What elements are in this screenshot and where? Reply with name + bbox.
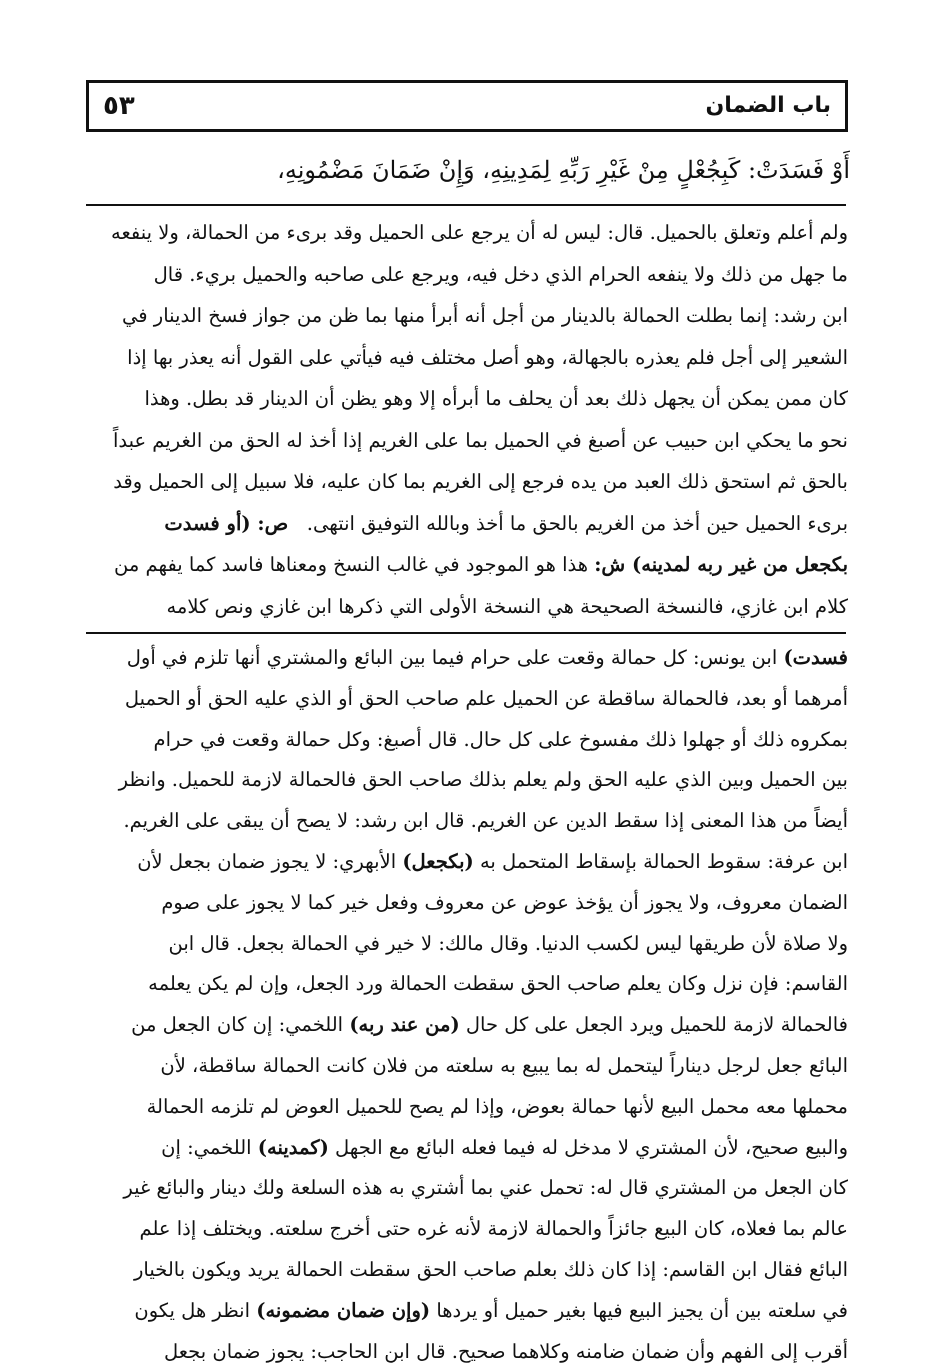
commentary-text: هذا هو الموجود في غالب النسخ ومعناها فاسد كما يفهم من bbox=[113, 553, 589, 576]
footnote-line: عالم بما فعلاه، كان البيع جائزاً والحمالة لازمة لأنه غره حتى أخرج سلعته. ويختلف إذا علم bbox=[139, 1217, 848, 1241]
commentary-block bbox=[86, 212, 848, 627]
divider-top bbox=[86, 204, 846, 206]
footnote-text: والبيع صحيح، لأن المشتري لا مدخل له فيما فعله البائع مع الجهل bbox=[335, 1135, 848, 1159]
commentary-line bbox=[86, 503, 848, 545]
footnote-line: أمرهما أو بعد، فالحمالة ساقطة عن الحميل علم صاحب الحق أو الذي عليه الحق أو الحميل bbox=[124, 686, 848, 710]
footnote-line: أيضاً من هذا المعنى إذا سقط الدين عن الغريم. قال ابن رشد: لا يصح أن يبقى على الغريم. bbox=[123, 809, 848, 833]
commentary-line: كان ممن يمكن أن يجهل ذلك بعد أن يحلف ما أبرأه إلا وهو يظن أن الدينار قد بطل. وهذا bbox=[144, 387, 848, 410]
footnote-line: بين الحميل وبين الذي عليه الحق ولم يعلم بذلك صاحب الحق فالحمالة لازمة للحميل. وانظر bbox=[118, 768, 848, 792]
footnote-text: اللخمي: إن bbox=[161, 1135, 252, 1159]
matn-quote: (من عند ربه) bbox=[349, 1013, 460, 1037]
footnote-text: انظر هل يكون bbox=[134, 1298, 251, 1322]
matn-quote: (بكجعل) bbox=[402, 849, 474, 873]
footnote-line: محملها معه محمل البيع لأنها حمالة بعوض، وإذا لم يصح للحميل العوض لم تلزمه الحمالة bbox=[146, 1094, 848, 1118]
matn-quote: (وإن ضمان مضمونه) bbox=[256, 1298, 431, 1322]
footnote-text: ابن عرفة: سقوط الحمالة بإسقاط المتحمل به bbox=[479, 849, 848, 873]
matn-quote: بكجعل من غير ربه لمدينه) ش: bbox=[594, 553, 848, 576]
matn-quote: (كمدينه) bbox=[257, 1135, 329, 1159]
commentary-text: برىء الحميل حين أخذ من الغريم بالحق ما أخذ وبالله التوفيق انتهى. bbox=[306, 511, 848, 535]
commentary-line: ابن رشد: إنما بطلت الحمالة بالدينار من أجل أنه أبرأ منها بما ظن من جواز فسخ الدينار في bbox=[122, 304, 848, 327]
commentary-line: الشعير إلى أجل فلم يعذره بالجهالة، وهو أصل مختلف فيه فيأتي على القول أنه يعذر بها إذا bbox=[127, 345, 848, 369]
footnote-line: البائع فقال ابن القاسم: إذا كان ذلك بعلم صاحب الحق سقطت الحمالة يريد ويكون بالخيار bbox=[133, 1257, 848, 1281]
footnote-block bbox=[86, 638, 848, 1372]
footnote-line: القاسم: فإن نزل وكان يعلم صاحب الحق سقطت الحمالة ورد الجعل، وإن لم يكن يعلمه bbox=[148, 972, 848, 996]
commentary-line: بالحق ثم استحق ذلك العبد من يده فرجع إلى الغريم بما كان عليه، فلا سبيل إلى الحميل وقد bbox=[113, 470, 848, 493]
footnote-text: فالحمالة لازمة للحميل ويرد الجعل على كل حال bbox=[465, 1013, 848, 1037]
footnote-line: بمكروه ذلك أو جهلوا ذلك مفسوخ على كل حال. قال أصبغ: وكل حمالة وقعت في حرام bbox=[153, 727, 848, 751]
chapter-title: باب الضمان bbox=[705, 93, 831, 118]
footnote-text: ابن يونس: كل حمالة وقعت على حرام فيما بين البائع والمشتري أنها تلزم في أول bbox=[126, 646, 778, 669]
footnote-line bbox=[86, 1291, 848, 1332]
commentary-line: ما جهل من ذلك ولا ينفعه الحرام الذي دخل فيه، ويرجع على صاحبه والحميل بريء. قال bbox=[153, 262, 848, 286]
page-header bbox=[86, 80, 848, 132]
commentary-line bbox=[86, 544, 848, 586]
footnote-line: كان الجعل من المشتري قال له: تحمل عني بما أشتري به هذه السلعة ولك دينار والبائع غير bbox=[123, 1176, 848, 1200]
footnote-text: الأبهري: لا يجوز ضمان بجعل لأن bbox=[137, 849, 397, 873]
footnote-line bbox=[86, 1128, 848, 1169]
footnote-line: ولا صلاة لأن طريقها ليس لكسب الدنيا. وقال مالك: لا خير في الحمالة بجعل. قال ابن bbox=[168, 931, 848, 955]
footnote-line bbox=[86, 842, 848, 883]
commentary-line: نحو ما يحكي ابن حبيب عن أصبغ في الحميل بما على الغريم إذا أخذ له الحق من الغريم عبداً bbox=[112, 428, 848, 452]
footnote-text: اللخمي: إن كان الجعل من bbox=[131, 1013, 344, 1037]
matn-quote: ص: (أو فسدت bbox=[164, 511, 289, 535]
matn-text: أَوْ فَسَدَتْ: كَبِجُعْلٍ مِنْ غَيْرِ رَبِّهِ لِمَدِينِهِ، وَإِنْ ضَمَانَ مَضْمُونِهِ، bbox=[277, 156, 850, 184]
page-number: ٥٣ bbox=[103, 91, 135, 121]
footnote-line bbox=[86, 1005, 848, 1046]
divider-footnote bbox=[86, 632, 846, 634]
matn-quote: فسدت) bbox=[783, 646, 848, 669]
footnote-line: أقرب إلى الفهم وأن ضمان ضامنه وكلاهما صحيح. قال ابن الحاجب: يجوز ضمان بجعل bbox=[164, 1339, 848, 1363]
footnote-line: البائع جعل لرجل ديناراً ليتحمل له بما يبيع به سلعته من فلان كانت الحمالة ساقطة، لأن bbox=[160, 1053, 848, 1077]
footnote-line bbox=[86, 638, 848, 679]
footnote-text: في سلعته بين أن يجيز البيع فيها بغير حميل أو يردها bbox=[436, 1298, 848, 1322]
footnote-line: الضمان معروف، ولا يجوز أن يؤخذ عوض عن معروف وفعل خير كما لا يجوز على صوم bbox=[161, 890, 848, 914]
commentary-line: كلام ابن غازي، فالنسخة الصحيحة هي النسخة الأولى التي ذكرها ابن غازي ونص كلامه bbox=[166, 594, 848, 618]
commentary-line: ولم أعلم وتعلق بالحميل. قال: ليس له أن يرجع على الحميل وقد برىء من الحمالة، ولا ينفعه bbox=[111, 221, 848, 244]
